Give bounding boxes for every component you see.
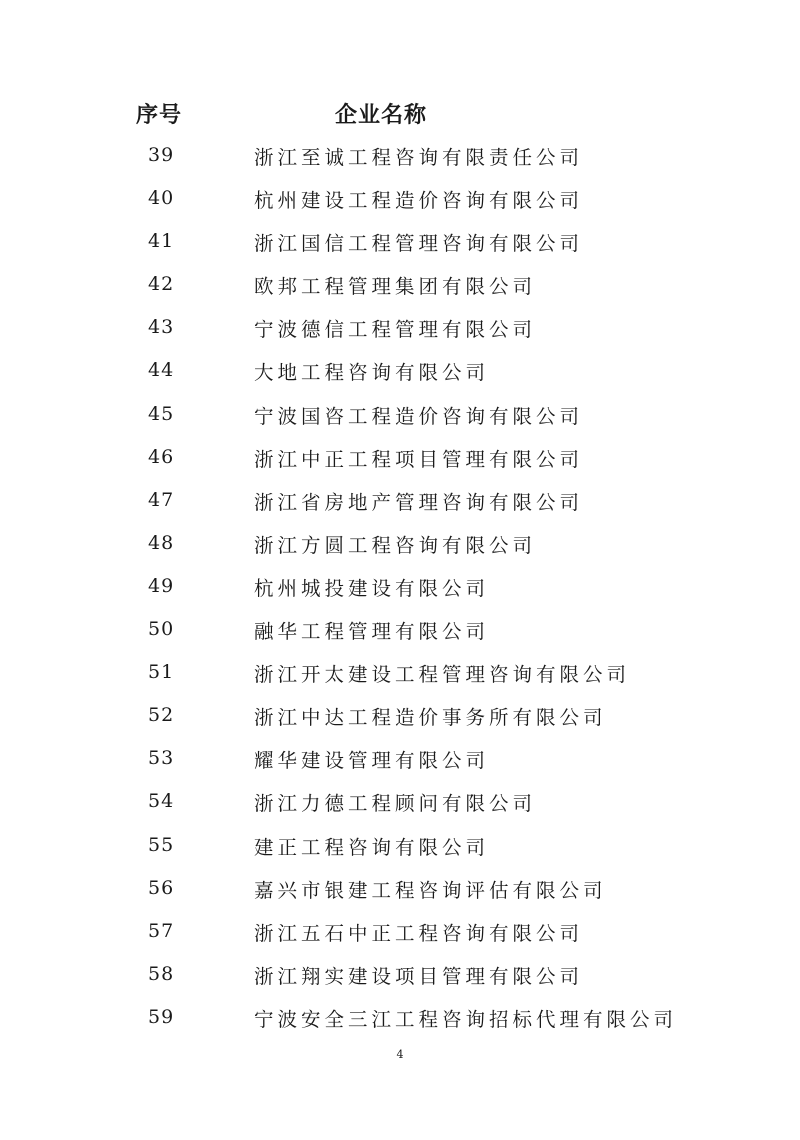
table-row: [0, 780, 800, 823]
table-row: [0, 910, 800, 953]
table-row: [0, 996, 800, 1039]
table-row: [0, 522, 800, 565]
table-row: [0, 134, 800, 177]
company-name: 杭州城投建设有限公司: [254, 576, 490, 600]
row-number: 55: [148, 833, 175, 856]
company-name: 宁波国咨工程造价咨询有限公司: [254, 404, 584, 428]
row-number: 46: [148, 445, 175, 468]
row-number: 50: [148, 618, 175, 641]
row-number: 45: [148, 402, 175, 425]
row-number: 47: [148, 488, 175, 511]
row-number: 40: [148, 187, 175, 210]
table-row: [0, 565, 800, 608]
company-name: 宁波安全三江工程咨询招标代理有限公司: [254, 1007, 678, 1031]
company-name: 浙江国信工程管理咨询有限公司: [254, 232, 584, 256]
header-company-name-label: 企业名称: [335, 103, 428, 128]
row-number: 56: [148, 876, 175, 899]
table-header: [0, 92, 800, 132]
company-name: 大地工程咨询有限公司: [254, 361, 490, 385]
company-name: 浙江开太建设工程管理咨询有限公司: [254, 663, 631, 687]
row-number: 59: [148, 1005, 175, 1028]
row-number: 49: [148, 574, 175, 597]
table-row: [0, 608, 800, 651]
table-row: [0, 393, 800, 436]
company-name: 浙江中达工程造价事务所有限公司: [254, 706, 607, 730]
company-name: 杭州建设工程造价咨询有限公司: [254, 189, 584, 213]
table-row: [0, 479, 800, 522]
table-row: [0, 694, 800, 737]
header-seq-label: 序号: [136, 103, 183, 128]
row-number: 51: [148, 661, 175, 684]
company-list: [0, 134, 800, 1039]
company-name: 浙江方圆工程咨询有限公司: [254, 533, 537, 557]
company-name: 浙江翔实建设项目管理有限公司: [254, 964, 584, 988]
row-number: 39: [148, 144, 175, 166]
company-name: 浙江至诚工程咨询有限责任公司: [254, 146, 584, 169]
company-name: 耀华建设管理有限公司: [254, 749, 490, 773]
table-row: [0, 436, 800, 479]
company-name: 浙江力德工程顾问有限公司: [254, 792, 537, 816]
row-number: 48: [148, 531, 175, 554]
company-name: 融华工程管理有限公司: [254, 620, 490, 644]
page-number: 4: [396, 1048, 404, 1061]
row-number: 43: [148, 316, 175, 339]
row-number: 53: [148, 747, 175, 770]
table-row: [0, 263, 800, 306]
table-row: [0, 824, 800, 867]
row-number: 42: [148, 273, 175, 296]
row-number: 58: [148, 962, 175, 985]
company-name: 浙江五石中正工程咨询有限公司: [254, 921, 584, 945]
table-row: [0, 953, 800, 996]
table-row: [0, 306, 800, 349]
company-name: 欧邦工程管理集团有限公司: [254, 275, 537, 299]
row-number: 54: [148, 790, 175, 813]
row-number: 44: [148, 359, 175, 382]
company-name: 建正工程咨询有限公司: [254, 835, 490, 859]
table-row: [0, 177, 800, 220]
row-number: 41: [148, 230, 175, 253]
table-row: [0, 651, 800, 694]
company-name: 浙江省房地产管理咨询有限公司: [254, 490, 584, 514]
company-name: 浙江中正工程项目管理有限公司: [254, 447, 584, 471]
row-number: 57: [148, 919, 175, 942]
company-name: 嘉兴市银建工程咨询评估有限公司: [254, 878, 607, 902]
table-row: [0, 220, 800, 263]
table-row: [0, 349, 800, 392]
table-row: [0, 867, 800, 910]
row-number: 52: [148, 704, 175, 727]
table-row: [0, 737, 800, 780]
company-name: 宁波德信工程管理有限公司: [254, 318, 537, 342]
